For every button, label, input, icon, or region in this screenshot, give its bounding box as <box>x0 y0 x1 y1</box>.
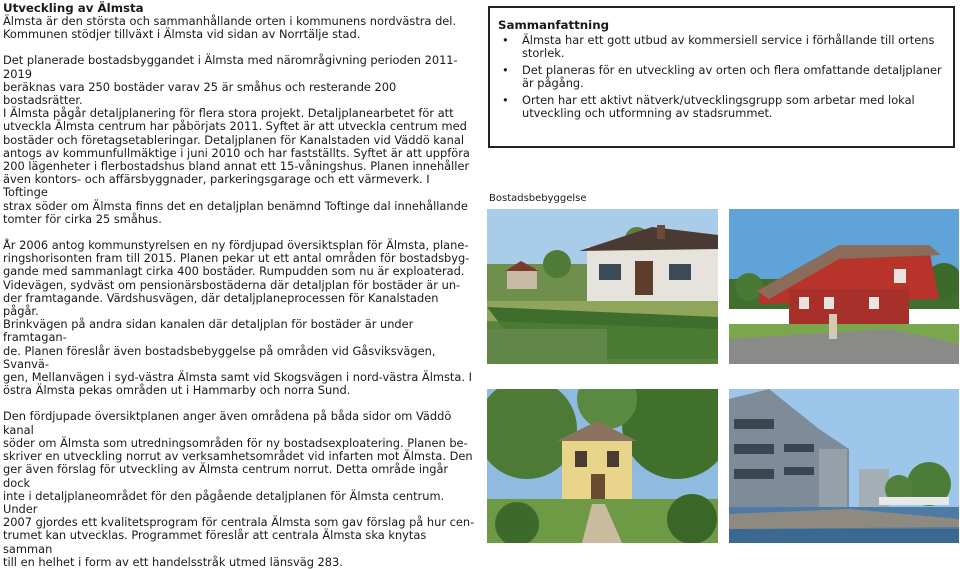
text-line: gen, Mellanvägen i syd-västra Älmsta samt vid Skogsvägen i nord-västra Älmsta. I <box>3 370 472 385</box>
summary-list <box>498 34 945 120</box>
intro-line: Älmsta är den största och sammanhållande orten i kommunens nordvästra del. <box>3 14 457 28</box>
summary-item: • Orten har ett aktivt nätverk/utvecklingsgrupp som arbetar med lokal utveckling och utformning av stadsrummet. <box>498 94 945 121</box>
photo-canal-apartments <box>729 389 959 543</box>
photo-red-houses <box>729 209 959 364</box>
text-line: de. Planen föreslår även bostadsbebyggelse på områden vid Gåsviksvägen, Svanvä- <box>3 343 436 371</box>
paragraph-utredning <box>3 410 475 568</box>
text-line: antogs av kommunfullmäktige i juni 2010 och har fastställts. Syftet är att uppföra <box>3 145 470 160</box>
paragraph-planning <box>3 54 475 226</box>
text-line: Den fördjupade översiktplanen anger även områdena på båda sidor om Väddö kanal <box>3 409 452 437</box>
text-line: strax söder om Älmsta finns det en detaljplan benämnd Toftinge dal innehållande <box>3 198 468 213</box>
summary-item: • Det planeras för en utveckling av orten och flera omfattande detaljplaner är pågång. <box>498 64 945 91</box>
text-line: 2007 gjordes ett kvalitetsprogram för centrala Älmsta som gav förslag på hur cen- <box>3 515 475 530</box>
text-line: Det planerade bostadsbyggandet i Älmsta med närområgivning perioden 2011-2019 <box>3 53 458 81</box>
text-line: År 2006 antog kommunstyrelsen en ny fördjupad översiktsplan för Älmsta, plane- <box>3 238 469 253</box>
text-line: till en helhet i form av ett handelsstråk utmed länsväg 283. <box>3 554 343 569</box>
text-line: även kontors- och affärsbyggnader, parkeringsgarage och ett värmeverk. I Toftinge <box>3 172 430 200</box>
text-line: inte i detaljplaneområdet för den pågående detaljplanen för Älmsta centrum. Under <box>3 488 445 516</box>
text-line: ringshorisonten fram till 2015. Planen pekar ut ett antal områden för bostadsbyg- <box>3 251 470 266</box>
text-line: bostäder och företagsetableringar. Detaljplanen för Kanalstaden vid Väddö kanal <box>3 132 465 147</box>
main-text-column <box>3 0 475 569</box>
text-line: utveckla Älmsta centrum har påbörjats 2011. Syftet är att utveckla centrum med <box>3 119 467 134</box>
text-line: skriver en utveckling norrut av verksamhetsområdet vid infarten mot Älmsta. Den <box>3 449 473 464</box>
text-line: gande med sammanlagt cirka 400 bostäder. Rumpudden som nu är exploaterad. <box>3 264 465 279</box>
text-line: I Älmsta pågår detaljplanering för flera stora projekt. Detaljplanearbetet för att <box>3 106 454 121</box>
summary-title: Sammanfattning <box>498 18 610 32</box>
summary-item: • Älmsta har ett gott utbud av kommersiell service i förhållande till ortens storlek. <box>498 34 945 61</box>
text-line: tomter för cirka 25 småhus. <box>3 211 162 226</box>
text-line: trumet kan utvecklas. Programmet föreslår att centrala Älmsta ska knytas samman <box>3 528 427 556</box>
photo-yellow-house <box>487 389 718 543</box>
text-line: östra Älmsta pekas områden ut i Hammarby och norra Sund. <box>3 383 351 398</box>
text-line: Brinkvägen på andra sidan kanalen där detaljplan för bostäder är under framtagan- <box>3 317 414 345</box>
intro-line: Kommunen stödjer tillväxt i Älmsta vid sidan av Norrtälje stad. <box>3 27 361 42</box>
text-line: 200 lägenheter i flerbostadshus bland annat ett 15-våningshus. Planen innehåller <box>3 159 470 174</box>
page-heading: Utveckling av Älmsta <box>3 1 144 15</box>
text-line: Videvägen, sydväst om pensionärsbostäderna där detaljplan för bostäder är un- <box>3 277 461 292</box>
photo-caption: Bostadsbebyggelse <box>489 193 587 204</box>
text-line: söder om Älmsta som utredningsområden för ny bostadsexploatering. Planen be- <box>3 435 468 450</box>
paragraph-oversiktsplan <box>3 239 475 397</box>
photo-white-villa <box>487 209 718 364</box>
text-line: beräknas vara 250 bostäder varav 25 är småhus och resterande 200 bostadsrätter. <box>3 79 397 108</box>
summary-box <box>488 6 955 148</box>
text-line: der framtagande. Värdshusvägen, där detaljplaneprocessen för Kanalstaden pågår. <box>3 290 439 319</box>
text-line: ger även förslag för utveckling av Älmsta centrum norrut. Detta område ingår dock <box>3 462 449 490</box>
